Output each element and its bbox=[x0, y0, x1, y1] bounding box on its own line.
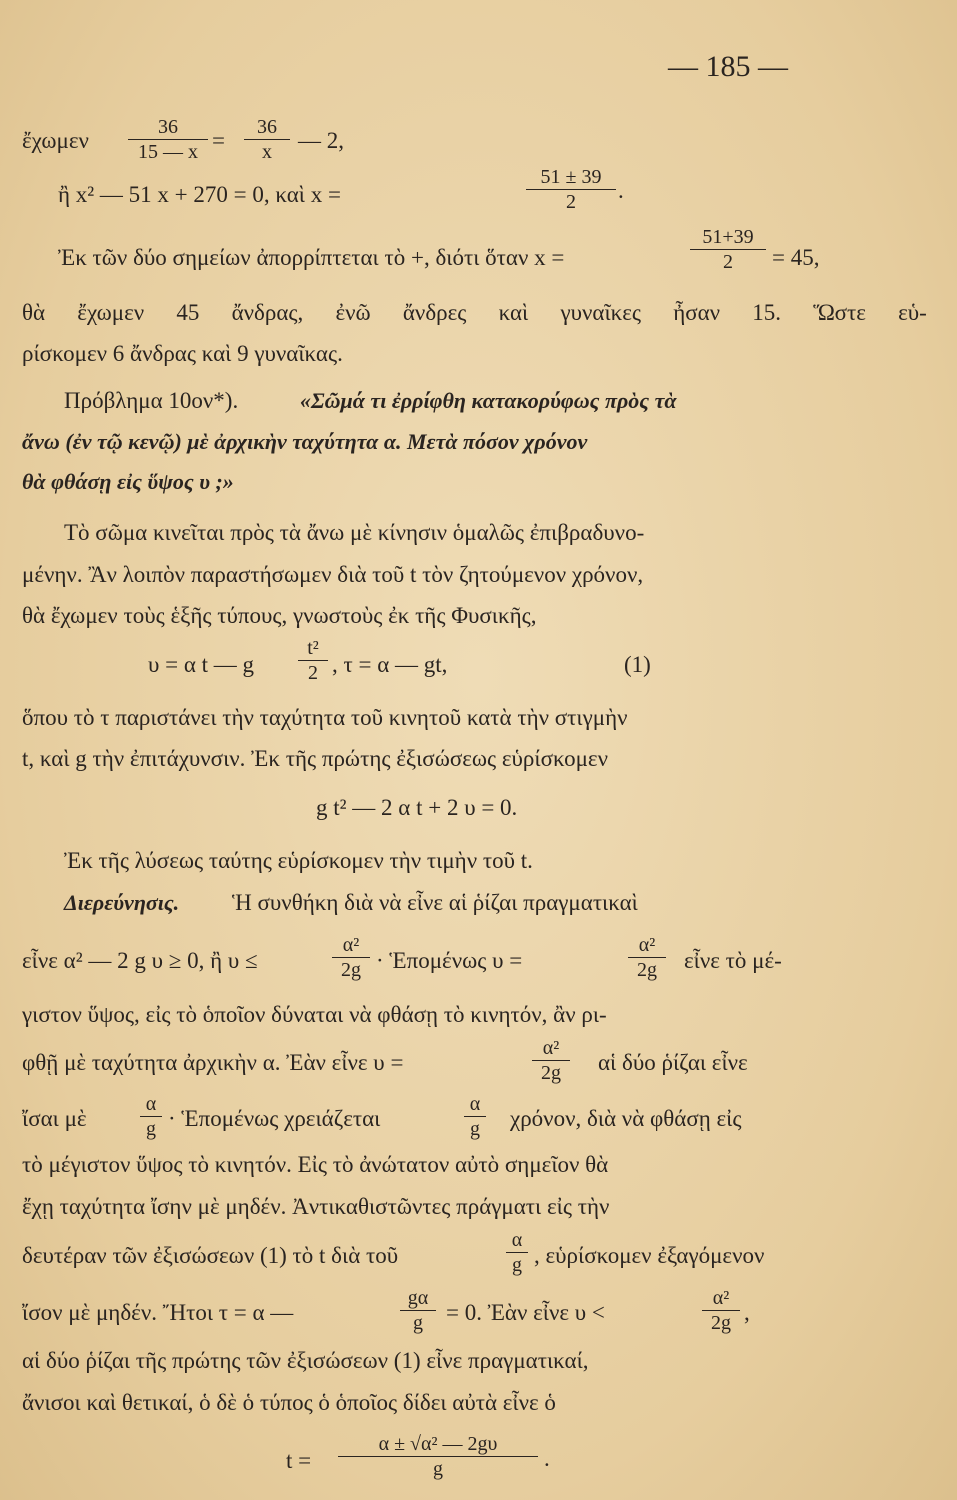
line20-fraction: $\frac{\text{α²}}{2g}$ bbox=[532, 1036, 570, 1085]
line24-suffix: , εὑρίσκομεν ἐξαγόμενον bbox=[534, 1243, 765, 1268]
discussion-heading: Διερεύνησις. bbox=[64, 890, 180, 915]
text-line-14: t, καὶ g τὴν ἐπιτάχυνσιν. Ἐκ τῆς πρώτης ἐξισώσεως εὑρίσκομεν bbox=[22, 746, 608, 771]
problem-label: Πρόβλημα 10ον*). bbox=[64, 388, 239, 413]
word: θὰ bbox=[22, 300, 46, 325]
text-line-13: ὅπου τὸ τ παριστάνει τὴν ταχύτητα τοῦ κινητοῦ κατὰ τὴν στιγμὴν bbox=[22, 705, 628, 730]
line20-suffix: αἱ δύο ῥίζαι εἶνε bbox=[598, 1050, 748, 1075]
eq-motion-fraction: $\frac{\text{t²}}{2}$ bbox=[298, 636, 328, 685]
eq-motion-suffix: , τ = α — gt, bbox=[332, 652, 448, 677]
root-formula-fraction: $\frac{\text{α ± √α² — 2gυ}}{g}$ bbox=[338, 1432, 538, 1481]
eq2-suffix: . bbox=[618, 178, 624, 203]
text-line-27: ἄνισοι καὶ θετικαί, ὁ δὲ ὁ τύπος ὁ ὁποῖος δίδει αὐτὰ εἶνε ὁ bbox=[22, 1390, 556, 1415]
eq1-equals: = bbox=[212, 128, 225, 153]
text-line-16: Ἐκ τῆς λύσεως ταύτης εὑρίσκομεν τὴν τιμὴν τοῦ t. bbox=[64, 848, 533, 873]
quadratic-equation: g t² — 2 α t + 2 υ = 0. bbox=[316, 795, 518, 820]
text-line-19: γιστον ὕψος, εἰς τὸ ὁποῖον δύναται νὰ φθάσῃ τὸ κινητόν, ἂν ρι- bbox=[22, 1002, 607, 1027]
line21-fraction-2: $\frac{\alpha}{g}$ bbox=[464, 1092, 486, 1141]
problem-statement-1: «Σῶμά τι ἐρρίφθη κατακορύφως πρὸς τὰ bbox=[300, 388, 677, 413]
eq1-suffix: — 2, bbox=[298, 128, 344, 153]
problem-statement-3: θὰ φθάσῃ εἰς ὕψος υ ;» bbox=[22, 469, 234, 494]
word: εὑ- bbox=[898, 300, 927, 325]
problem-statement-2: ἄνω (ἐν τῷ κενῷ) μὲ ἀρχικὴν ταχύτητα α. Μετὰ πόσον χρόνον bbox=[22, 429, 588, 454]
text-line-11: θὰ ἔχωμεν τοὺς ἑξῆς τύπους, γνωστοὺς ἐκ τῆς Φυσικῆς, bbox=[22, 603, 537, 628]
eq1-fraction-1: $\frac{36}{15 — x}$ bbox=[128, 115, 208, 164]
eq1-prefix: ἔχωμεν bbox=[22, 128, 89, 153]
line24-fraction: $\frac{\alpha}{g}$ bbox=[506, 1228, 528, 1277]
condition-fraction-1: $\frac{\text{α²}}{2g}$ bbox=[332, 933, 370, 982]
line20-prefix: φθῇ μὲ ταχύτητα ἀρχικὴν α. Ἐὰν εἶνε υ = bbox=[22, 1050, 404, 1075]
root-formula-prefix: t = bbox=[286, 1448, 312, 1473]
text-line-10: μένην. Ἂν λοιπὸν παραστήσωμεν διὰ τοῦ t τὸν ζητούμενον χρόνον, bbox=[22, 562, 644, 587]
condition-fraction-2: $\frac{\text{α²}}{2g}$ bbox=[628, 933, 666, 982]
line3-suffix: = 45, bbox=[772, 245, 820, 270]
text-line-23: ἔχῃ ταχύτητα ἴσην μὲ μηδέν. Ἀντικαθιστῶντες πράγματι εἰς τὴν bbox=[22, 1194, 610, 1219]
word: ἐνῶ bbox=[335, 300, 371, 325]
line24-prefix: δευτέραν τῶν ἐξισώσεων (1) τὸ t διὰ τοῦ bbox=[22, 1243, 399, 1268]
eq-number-1: (1) bbox=[624, 652, 651, 677]
text-line-26: αἱ δύο ῥίζαι τῆς πρώτης τῶν ἐξισώσεων (1) εἶνε πραγματικαί, bbox=[22, 1348, 589, 1373]
word: γυναῖκες bbox=[560, 300, 641, 325]
condition-mid: · Ἑπομένως υ = bbox=[376, 948, 523, 973]
eq-motion-prefix: υ = α t — g bbox=[148, 652, 255, 677]
line3-fraction: $\frac{51+39}{2}$ bbox=[690, 225, 766, 274]
line25-suffix: , bbox=[744, 1300, 750, 1325]
eq1-fraction-2: $\frac{36}{x}$ bbox=[244, 115, 290, 164]
word: ἄνδρες bbox=[402, 300, 467, 325]
line21-fraction-1: $\frac{\alpha}{g}$ bbox=[140, 1092, 162, 1141]
text-line-9: Τὸ σῶμα κινεῖται πρὸς τὰ ἄνω μὲ κίνησιν ὁμαλῶς ἐπιβραδυνο- bbox=[64, 520, 645, 545]
word: 45 bbox=[176, 300, 200, 325]
line21-suffix: χρόνον, διὰ νὰ φθάσῃ εἰς bbox=[510, 1106, 742, 1131]
eq2-prefix: ἢ x² — 51 x + 270 = 0, καὶ x = bbox=[58, 182, 341, 207]
line21-prefix: ἴσαι μὲ bbox=[22, 1106, 87, 1131]
word: ἄνδρας, bbox=[231, 300, 304, 325]
discussion-text: Ἡ συνθήκη διὰ νὰ εἶνε αἱ ῥίζαι πραγματικαὶ bbox=[232, 890, 638, 915]
root-formula-suffix: . bbox=[544, 1446, 550, 1471]
text-line-4 bbox=[22, 300, 927, 326]
line3-text: Ἐκ τῶν δύο σημείων ἀπορρίπτεται τὸ +, διότι ὅταν x = bbox=[58, 245, 565, 270]
line25-mid: = 0. Ἐὰν εἶνε υ < bbox=[446, 1300, 605, 1325]
word: Ὥστε bbox=[813, 300, 866, 325]
word: καὶ bbox=[498, 300, 529, 325]
word: ἦσαν bbox=[673, 300, 721, 325]
text-line-5: ρίσκομεν 6 ἄνδρας καὶ 9 γυναῖκας. bbox=[22, 341, 343, 366]
text-line-22: τὸ μέγιστον ὕψος τὸ κινητόν. Εἰς τὸ ἀνώτατον αὐτὸ σημεῖον θὰ bbox=[22, 1152, 609, 1177]
page-number: — 185 — bbox=[668, 50, 788, 83]
word: 15. bbox=[752, 300, 782, 325]
word: ἔχωμεν bbox=[77, 300, 145, 325]
line25-fraction-2: $\frac{\text{α²}}{2g}$ bbox=[702, 1286, 740, 1335]
condition-suffix: εἶνε τὸ μέ- bbox=[684, 948, 782, 973]
line21-mid: · Ἑπομένως χρειάζεται bbox=[168, 1106, 381, 1131]
line25-fraction-1: $\frac{g\alpha}{g}$ bbox=[400, 1286, 436, 1335]
line25-prefix: ἴσον μὲ μηδέν. Ἤτοι τ = α — bbox=[22, 1300, 294, 1325]
condition-prefix: εἶνε α² — 2 g υ ≥ 0, ἢ υ ≤ bbox=[22, 948, 258, 973]
eq2-fraction: $\frac{51 \pm 39}{2}$ bbox=[526, 165, 616, 214]
